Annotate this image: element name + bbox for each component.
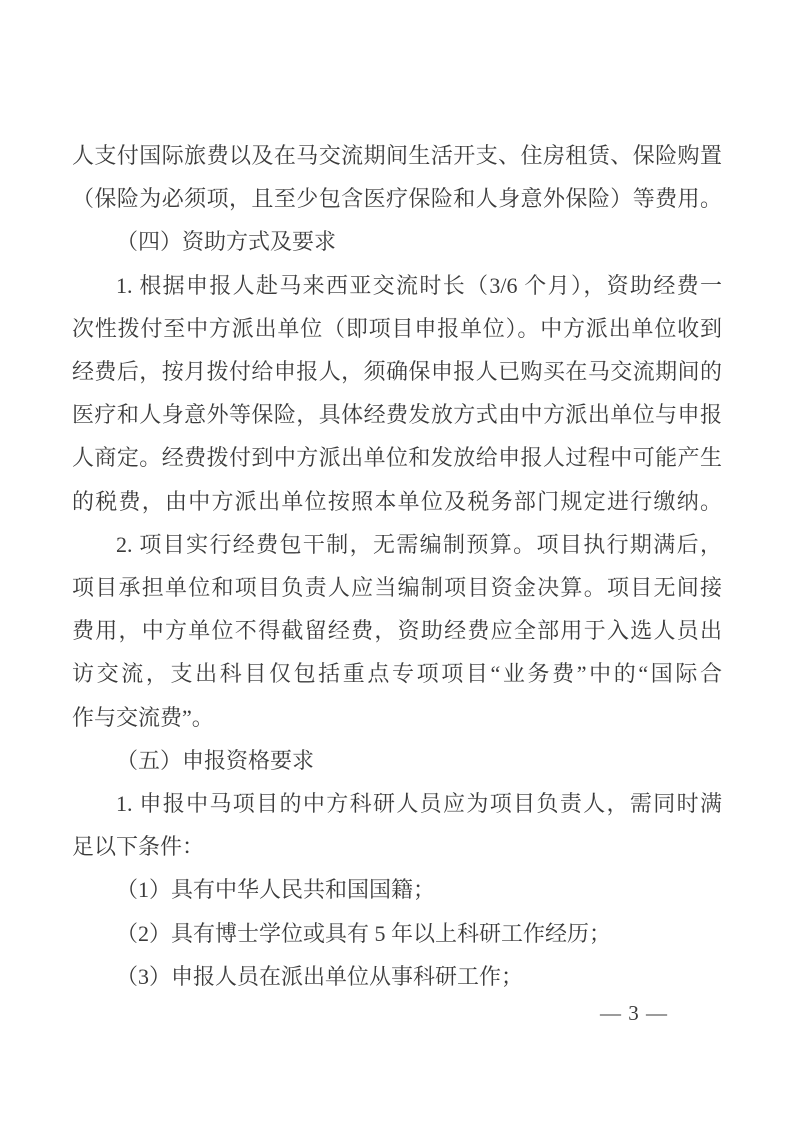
text-line: 1. 根据申报人赴马来西亚交流时长（3/6 个月），资助经费一 [116,272,722,298]
text-line: 2. 项目实行经费包干制，无需编制预算。项目执行期满后， [116,531,722,557]
text-line: 人支付国际旅费以及在马交流期间生活开支、住房租赁、保险购置 [72,143,722,168]
section-heading: （五）申报资格要求 [116,747,315,773]
text-line: 项目承担单位和项目负责人应当编制项目资金决算。项目无间接 [72,575,722,601]
text-line: 费用，中方单位不得截留经费，资助经费应全部用于入选人员出 [72,618,722,644]
text-line: 医疗和人身意外等保险，具体经费发放方式由中方派出单位与申报 [72,402,722,428]
text-line: 经费后，按月拨付给申报人，须确保申报人已购买在马交流期间的 [72,359,722,385]
text-line: 足以下条件： [72,834,205,860]
list-item: （2）具有博士学位或具有 5 年以上科研工作经历； [116,920,612,946]
text-line: 1. 申报中马项目的中方科研人员应为项目负责人，需同时满 [116,791,722,817]
text-line: 的税费，由中方派出单位按照本单位及税务部门规定进行缴纳。 [72,488,722,514]
list-item: （1）具有中华人民共和国国籍； [116,877,436,903]
document-body [72,134,722,998]
text-line: 访交流，支出科目仅包括重点专项项目“业务费”中的“国际合 [72,661,722,687]
section-heading: （四）资助方式及要求 [116,229,337,255]
text-line: （保险为必须项，且至少包含医疗保险和人身意外保险）等费用。 [72,186,722,212]
text-line: 次性拨付至中方派出单位（即项目申报单位）。中方派出单位收到 [72,315,722,341]
list-item: （3）申报人员在派出单位从事科研工作； [116,963,524,989]
text-line: 作与交流费”。 [72,704,214,730]
page-number: — 3 — [600,1001,668,1025]
text-line: 人商定。经费拨付到中方派出单位和发放给申报人过程中可能产生 [72,445,722,471]
